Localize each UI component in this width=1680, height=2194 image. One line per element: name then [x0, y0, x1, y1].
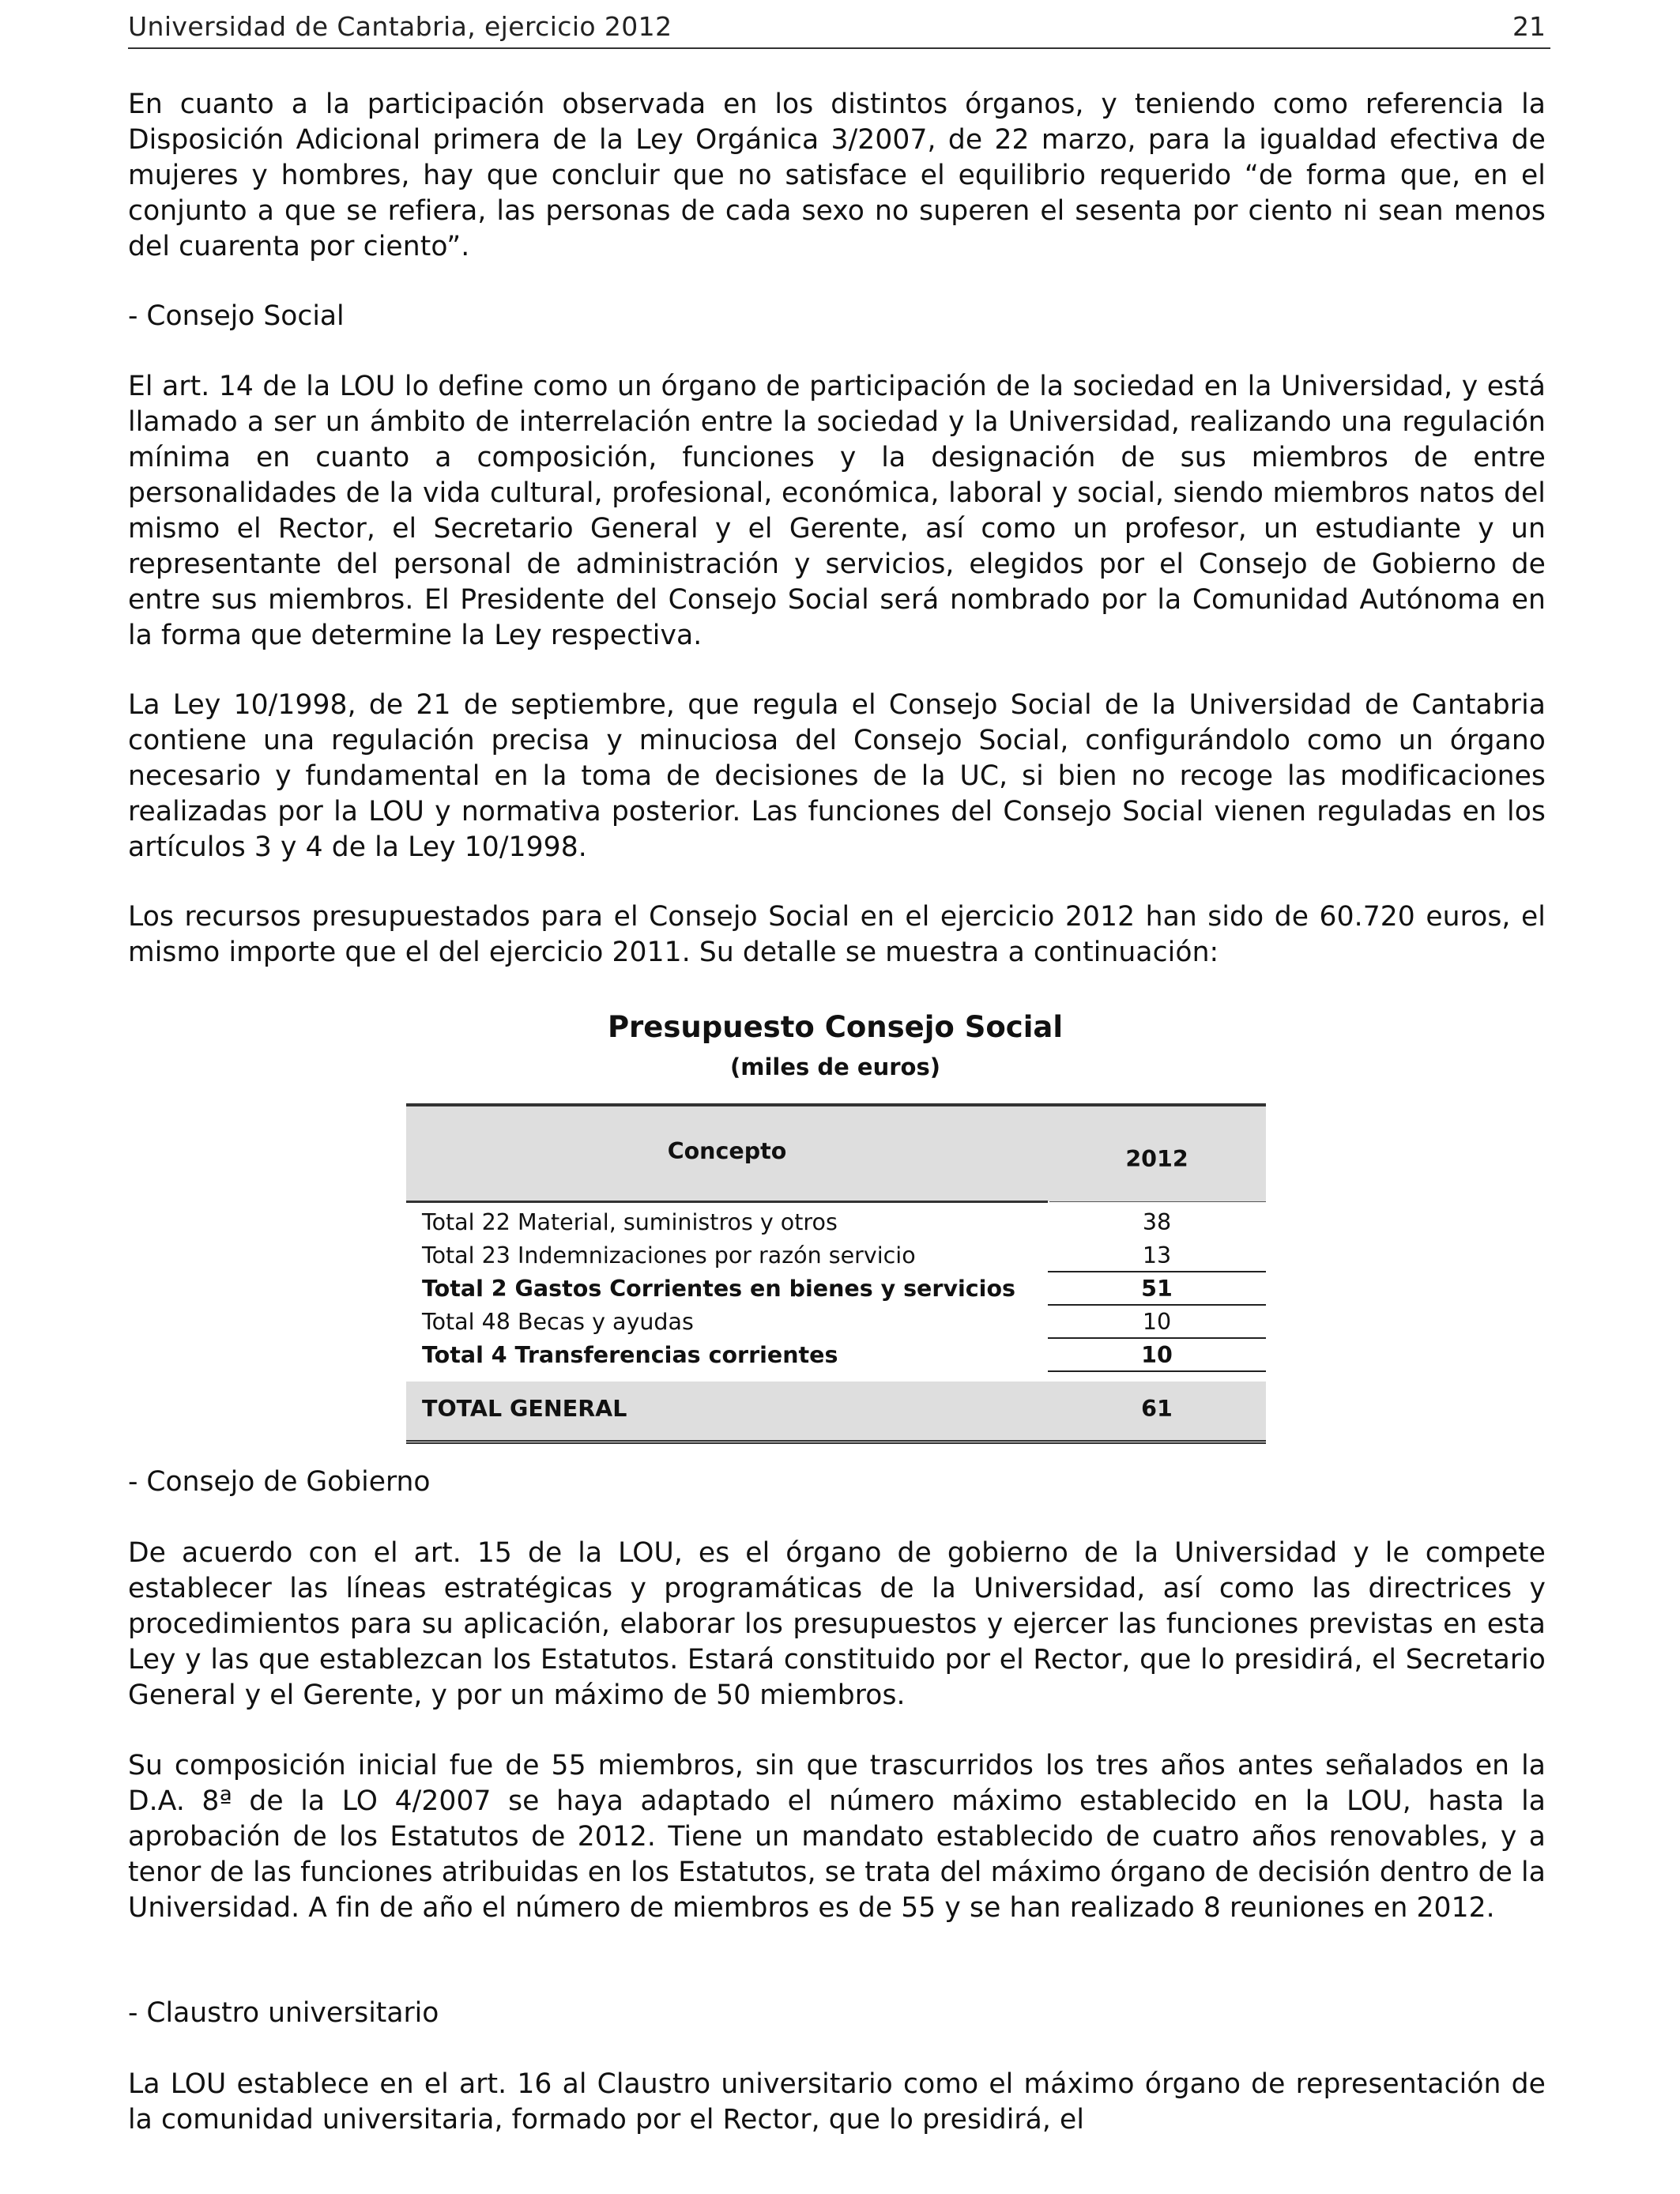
table-row — [406, 1206, 1266, 1239]
row-value: 10 — [1142, 1309, 1172, 1335]
page-header — [128, 8, 1550, 49]
row-value: 38 — [1142, 1209, 1172, 1235]
paragraph-art15: De acuerdo con el art. 15 de la LOU, es el órgano de gobierno de la Universidad y le compete establecer las líneas estratégicas y programáticas de la Universidad, así como las directrices y procedimientos para su aplicación, elaborar los presupuestos y ejercer las funciones previstas en esta Ley y las que establezcan los Estatutos. Estará constituido por el Rector, que lo presidirá, el Secretario General y el Gerente, y por un máximo de 50 miembros. — [128, 1537, 1546, 1711]
budget-table — [406, 1103, 1266, 1444]
table-row-total — [406, 1382, 1266, 1444]
value-underline — [1048, 1370, 1266, 1372]
table-title: Presupuesto Consejo Social — [607, 1010, 1064, 1044]
row-concept: Total 23 Indemnizaciones por razón servicio — [422, 1242, 916, 1269]
section-heading-consejo-gobierno: - Consejo de Gobierno — [128, 1466, 431, 1498]
total-value: 61 — [1141, 1396, 1173, 1422]
table-row-subtotal — [406, 1272, 1266, 1306]
column-header-concepto: Concepto — [667, 1138, 787, 1164]
table-subtitle: (miles de euros) — [730, 1054, 940, 1080]
table-row-subtotal — [406, 1339, 1266, 1372]
table-header — [406, 1103, 1266, 1201]
header-divider — [1049, 1201, 1266, 1202]
row-concept: Total 48 Becas y ayudas — [422, 1309, 694, 1335]
row-value: 13 — [1142, 1242, 1172, 1269]
paragraph-claustro: La LOU establece en el art. 16 al Claustro universitario como el máximo órgano de representación de la comunidad universitaria, formado por el Rector, que lo presidirá, el — [128, 2068, 1546, 2136]
section-heading-consejo-social: - Consejo Social — [128, 300, 345, 332]
row-value: 51 — [1141, 1276, 1173, 1302]
header-title: Universidad de Cantabria, ejercicio 2012 — [128, 11, 672, 42]
row-concept: Total 4 Transferencias corrientes — [422, 1342, 838, 1368]
row-concept: Total 22 Material, suministros y otros — [422, 1209, 838, 1235]
row-concept: Total 2 Gastos Corrientes en bienes y servicios — [422, 1276, 1015, 1302]
column-header-year: 2012 — [1125, 1146, 1188, 1172]
paragraph-ley-10-1998: La Ley 10/1998, de 21 de septiembre, que regula el Consejo Social de la Universidad de Cantabria contiene una regulación precisa y minuciosa del Consejo Social, configurándolo como un órgano necesario y fundamental en la toma de decisiones de la UC, si bien no recoge las modificaciones realizadas por la LOU y normativa posterior. Las funciones del Consejo Social vienen reguladas en los artículos 3 y 4 de la Ley 10/1998. — [128, 689, 1546, 863]
row-value: 10 — [1141, 1342, 1173, 1368]
table-row — [406, 1239, 1266, 1272]
section-heading-claustro: - Claustro universitario — [128, 1997, 439, 2029]
paragraph-composicion: Su composición inicial fue de 55 miembros, sin que trascurridos los tres años antes señalados en la D.A. 8ª de la LO 4/2007 se haya adaptado el número máximo establecido en la LOU, hasta la aprobación de los Estatutos de 2012. Tiene un mandato establecido de cuatro años renovables, y a tenor de las funciones atribuidas en los Estatutos, se trata del máximo órgano de decisión dentro de la Universidad. A fin de año el número de miembros es de 55 y se han realizado 8 reuniones en 2012. — [128, 1750, 1546, 1924]
header-divider — [406, 1201, 1048, 1203]
paragraph-participacion: En cuanto a la participación observada en los distintos órganos, y teniendo como referencia la Disposición Adicional primera de la Ley Orgánica 3/2007, de 22 marzo, para la igualdad efectiva de mujeres y hombres, hay que concluir que no satisface el equilibrio requerido “de forma que, en el conjunto a que se refiera, las personas de cada sexo no superen el sesenta por ciento ni sean menos del cuarenta por ciento”. — [128, 89, 1546, 262]
paragraph-recursos: Los recursos presupuestados para el Consejo Social en el ejercicio 2012 han sido de 60.720 euros, el mismo importe que el del ejercicio 2011. Su detalle se muestra a continuación: — [128, 901, 1546, 968]
total-label: TOTAL GENERAL — [422, 1396, 627, 1422]
page-number: 21 — [1512, 11, 1546, 42]
paragraph-art14: El art. 14 de la LOU lo define como un órgano de participación de la sociedad en la Universidad, y está llamado a ser un ámbito de interrelación entre la sociedad y la Universidad, realizando una regulación mínima en cuanto a composición, funciones y la designación de sus miembros de entre personalidades de la vida cultural, profesional, económica, laboral y social, siendo miembros natos del mismo el Rector, el Secretario General y el Gerente, así como un profesor, un estudiante y un representante del personal de administración y servicios, elegidos por el Consejo de Gobierno de entre sus miembros. El Presidente del Consejo Social será nombrado por la Comunidad Autónoma en la forma que determine la Ley respectiva. — [128, 371, 1546, 651]
table-row — [406, 1306, 1266, 1339]
